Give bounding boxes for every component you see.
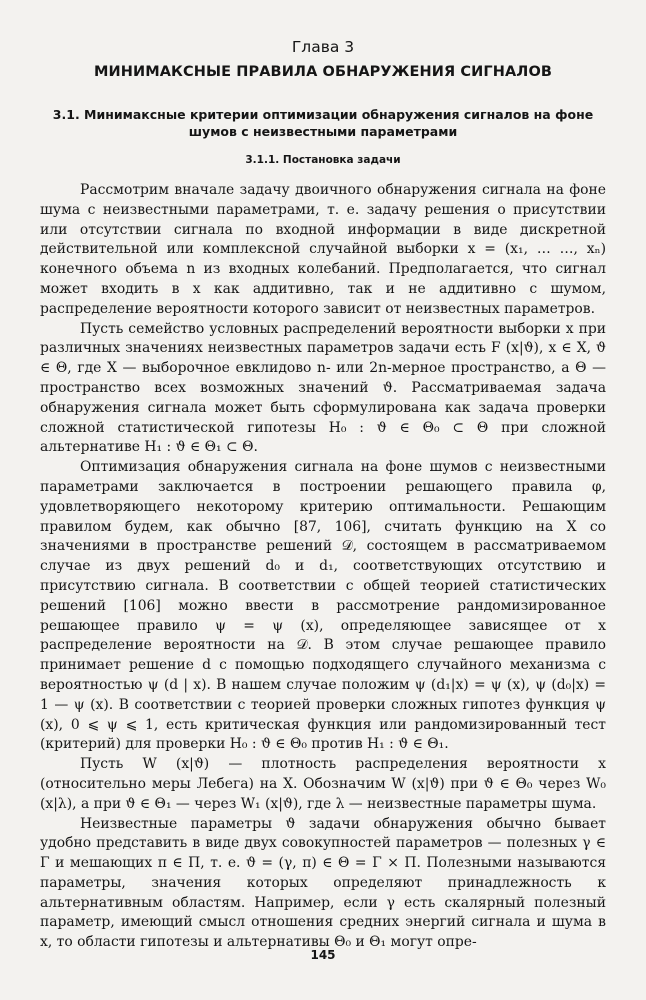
chapter-label: Глава 3: [291, 38, 355, 56]
subsection-title: 3.1.1. Постановка задачи: [245, 154, 401, 166]
paragraph-4: Пусть W (x|ϑ) — плотность распределения вероятности x (относительно меры Лебега) на X. Обозначим W (x|ϑ) при ϑ ∈ Θ₀ через W₀ (x|λ), а при ϑ ∈ Θ₁ — через W₁ (x|ϑ), где λ — неизвестные параметры шума.: [40, 756, 606, 812]
paragraph-1: Рассмотрим вначале задачу двоичного обнаружения сигнала на фоне шума с неизвестными параметрами, т. е. задачу решения о присутствии или отсутствии сигнала по входной информации в виде дискретной действительной или комплексной случайной выборки x = (x₁, … …, xₙ) конечного объема n из входных колебаний. Предполагается, что сигнал может входить в x как аддитивно, так и не аддитивно с шумом, распределение вероятности которого зависит от неизвестных параметров.: [40, 182, 606, 317]
paragraph-3: Оптимизация обнаружения сигнала на фоне шумов с неизвестными параметрами заключается в построении решающего правила φ, удовлетворяющего некоторому критерию оптимальности. Решающим правилом будем, как обычно [87, 106], считать функцию на X со значениями в пространстве решений 𝒟, состоящем в рассматриваемом случае из двух решений d₀ и d₁, соответствующих отсутствию и присутствию сигнала. В соответствии с общей теорией статистических решений [106] можно ввести в рассмотрение рандомизированное решающее правило ψ = ψ (x), определяющее зависящее от x распределение вероятности на 𝒟. В этом случае решающее правило принимает решение d с помощью подходящего случайного механизма с вероятностью ψ (d | x). В нашем случае положим ψ (d₁|x) = ψ (x), ψ (d₀|x) = 1 — ψ (x). В соответствии с теорией проверки сложных гипотез функция ψ (x), 0 ⩽ ψ ⩽ 1, есть критическая функция или рандомизированный тест (критерий) для проверки H₀ : ϑ ∈ Θ₀ против H₁ : ϑ ∈ Θ₁.: [40, 459, 606, 753]
chapter-title: МИНИМАКСНЫЕ ПРАВИЛА ОБНАРУЖЕНИЯ СИГНАЛОВ: [93, 64, 553, 80]
section-title: 3.1. Минимаксные критерии оптимизации обнаружения сигналов на фоне шумов с неизвестными параметрами: [52, 107, 594, 139]
page-number: 145: [310, 948, 336, 962]
paragraph-5: Неизвестные параметры ϑ задачи обнаружения обычно бывает удобно представить в виде двух совокупностей параметров — полезных γ ∈ Γ и мешающих π ∈ Π, т. е. ϑ = (γ, π) ∈ Θ = Γ × Π. Полезными называются параметры, значения которых определяют принадлежность к альтернативным областям. Например, если γ есть скалярный полезный параметр, имеющий смысл отношения средних энергий сигнала и шума в x, то области гипотезы и альтернативы Θ₀ и Θ₁ могут опре-: [40, 815, 606, 951]
paragraph-2: Пусть семейство условных распределений вероятности выборки x при различных значениях неизвестных параметров задачи есть F (x|ϑ), x ∈ X, ϑ ∈ Θ, где X — выборочное евклидово n- или 2n-мерное пространство, а Θ — пространство всех возможных значений ϑ. Рассматриваемая задача обнаружения сигнала может быть сформулирована как задача проверки сложной статистической гипотезы H₀ : ϑ ∈ Θ₀ ⊂ Θ при сложной альтернативе H₁ : ϑ ∈ Θ₁ ⊂ Θ.: [40, 320, 606, 456]
body-text: [40, 181, 606, 953]
